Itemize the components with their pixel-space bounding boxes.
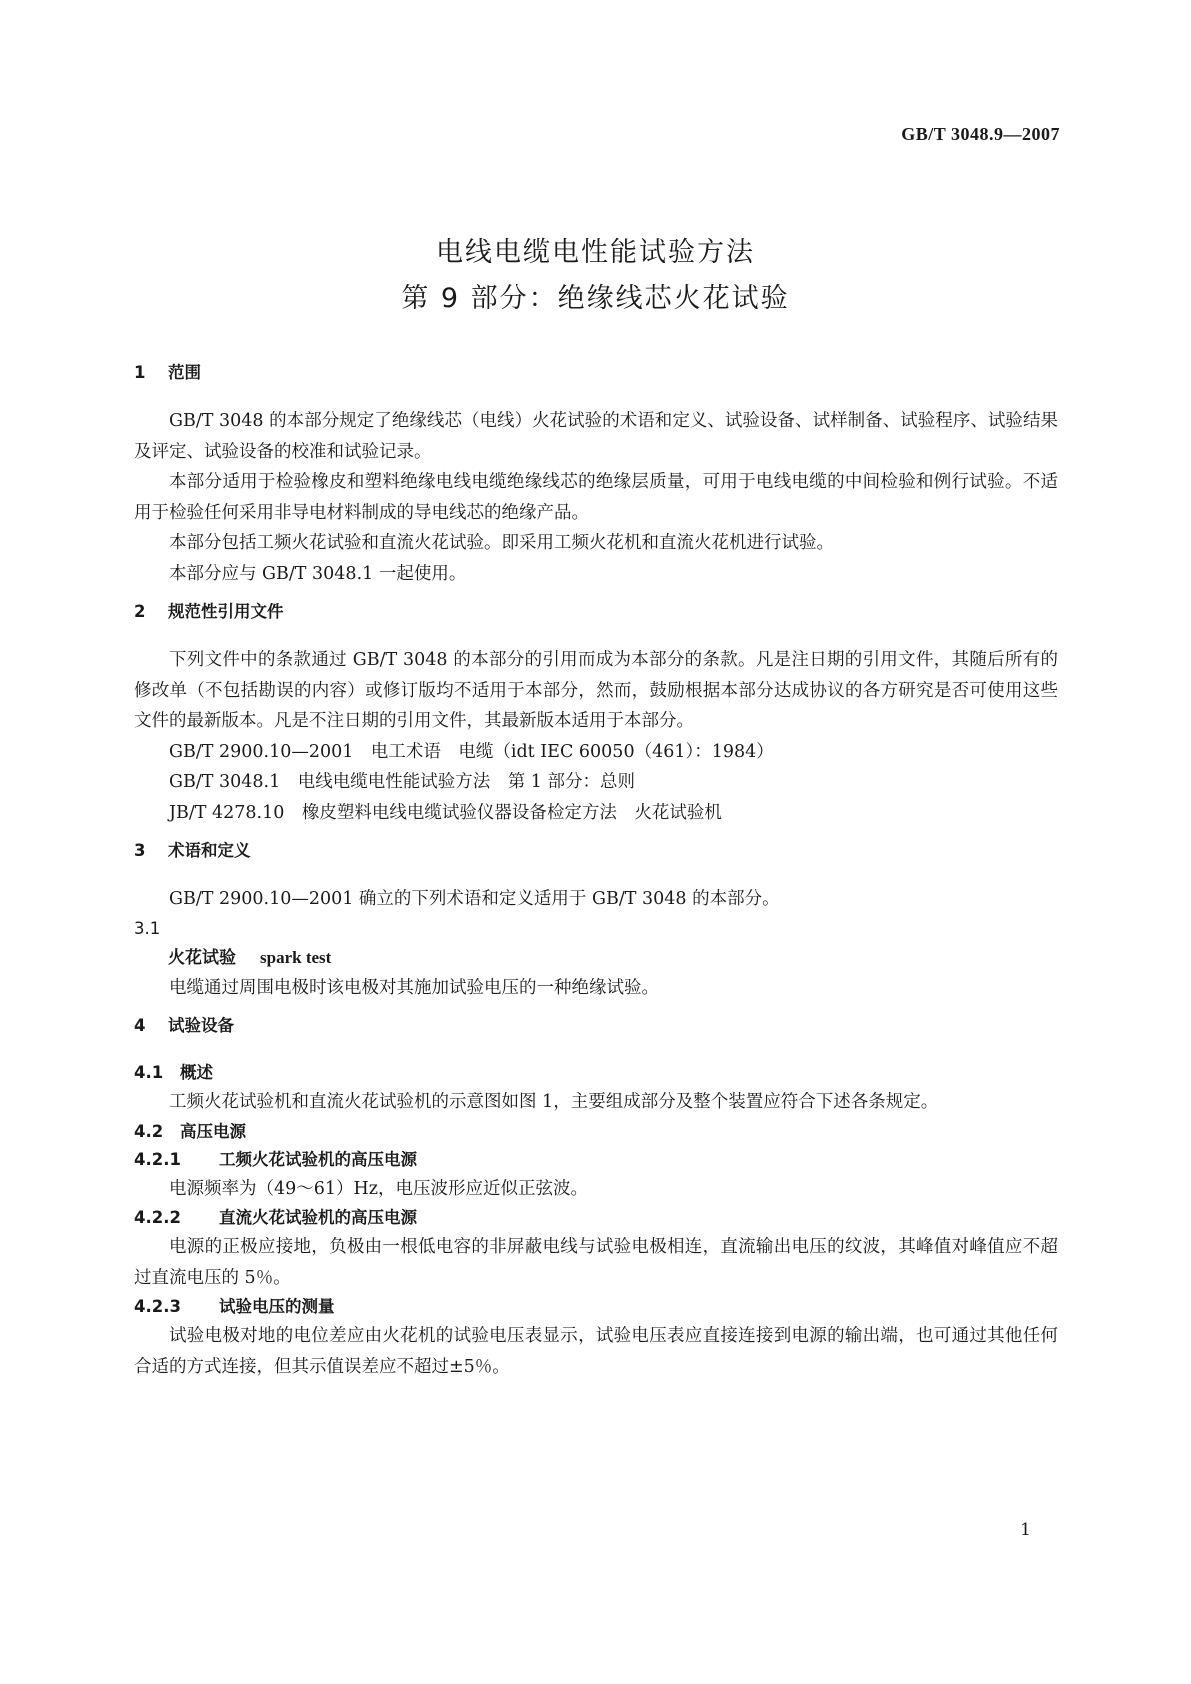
subsection-title: 工频火花试验机的高压电源 [219, 1149, 417, 1169]
section-number: 2 [134, 602, 146, 621]
reference-item: JB/T 4278.10 橡皮塑料电线电缆试验仪器设备检定方法 火花试验机 [169, 802, 722, 823]
subsection-title: 直流火花试验机的高压电源 [219, 1208, 417, 1227]
term-definition: 电缆通过周围电极时该电极对其施加试验电压的一种绝缘试验。 [169, 977, 659, 998]
document-title-line1: 电线电缆电性能试验方法 [436, 237, 755, 268]
page-number: 1 [1020, 1520, 1031, 1540]
term-entry [134, 943, 1058, 973]
section-2-heading [134, 599, 1058, 625]
paragraph: 下列文件中的条款通过 GB/T 3048 的本部分的引用而成为本部分的条款。凡是注日期的引用文件，其随后所有的修改单（不包括勘误的内容）或修订版均不适用于本部分，然而，鼓励根据本部分达成协议的各方研究是否可使用这些文件的最新版本。凡是不注日期的引用文件，其最新版本适用于本部分。 [134, 650, 1058, 731]
paragraph: 工频火花试验机和直流火花试验机的示意图如图 1，主要组成部分及整个装置应符合下述各条规定。 [169, 1092, 939, 1112]
reference-item: GB/T 3048.1 电线电缆电性能试验方法 第 1 部分：总则 [169, 772, 635, 792]
paragraph: GB/T 3048 的本部分规定了绝缘线芯（电线）火花试验的术语和定义、试验设备、试样制备、试验程序、试验结果及评定、试验设备的校准和试验记录。 [134, 411, 1058, 462]
section-number: 1 [134, 363, 146, 382]
section-title: 范围 [168, 363, 201, 382]
paragraph: 本部分适用于检验橡皮和塑料绝缘电线电缆绝缘线芯的绝缘层质量，可用于电线电缆的中间检验和例行试验。不适用于检验任何采用非导电材料制成的导电线芯的绝缘产品。 [134, 472, 1058, 523]
subsection-title: 试验电压的测量 [219, 1297, 335, 1316]
subsection-4-2-1-heading [134, 1146, 1058, 1174]
section-3-heading [134, 838, 1058, 864]
section-1-heading [134, 360, 1058, 386]
subsection-number: 4.1 [134, 1063, 164, 1082]
section-title: 术语和定义 [168, 841, 251, 860]
subsection-4-2-2-heading [134, 1204, 1058, 1232]
reference-item: GB/T 2900.10—2001 电工术语 电缆（idt IEC 60050（461）：1984） [169, 741, 774, 762]
subsection-title: 高压电源 [180, 1121, 246, 1141]
subsection-title: 概述 [180, 1063, 213, 1082]
subsection-number: 3.1 [134, 918, 161, 938]
paragraph: 电源频率为（49～61）Hz，电压波形应近似正弦波。 [169, 1178, 589, 1199]
section-title: 规范性引用文件 [168, 602, 284, 621]
document-title-line2: 第 9 部分：绝缘线芯火花试验 [401, 283, 790, 314]
subsection-number: 4.2 [134, 1121, 164, 1141]
section-number: 4 [134, 1016, 146, 1035]
paragraph: 试验电极对地的电位差应由火花机的试验电压表显示，试验电压表应直接连接到电源的输出端，也可通过其他任何合适的方式连接，但其示值误差应不超过±5％。 [134, 1326, 1058, 1377]
term-cn: 火花试验 [168, 947, 236, 968]
paragraph: 电源的正极应接地，负极由一根低电容的非屏蔽电线与试验电极相连，直流输出电压的纹波，其峰值对峰值应不超过直流电压的 5％。 [134, 1237, 1058, 1288]
paragraph: GB/T 2900.10—2001 确立的下列术语和定义适用于 GB/T 3048 的本部分。 [169, 889, 780, 909]
term-en: spark test [260, 947, 332, 967]
section-4-heading [134, 1013, 1058, 1039]
standard-code: GB/T 3048.9—2007 [901, 124, 1060, 144]
section-title: 试验设备 [168, 1016, 234, 1035]
section-number: 3 [134, 841, 146, 860]
subsection-number: 4.2.1 [134, 1149, 181, 1169]
subsection-4-2-3-heading [134, 1293, 1058, 1321]
paragraph: 本部分应与 GB/T 3048.1 一起使用。 [169, 563, 467, 584]
subsection-4-1-heading [134, 1059, 1058, 1087]
subsection-3-1-number [134, 915, 1058, 943]
subsection-number: 4.2.3 [134, 1297, 181, 1316]
subsection-number: 4.2.2 [134, 1208, 181, 1227]
paragraph: 本部分包括工频火花试验和直流火花试验。即采用工频火花机和直流火花机进行试验。 [169, 533, 834, 553]
document-body [134, 360, 1058, 1382]
subsection-4-2-heading [134, 1118, 1058, 1146]
